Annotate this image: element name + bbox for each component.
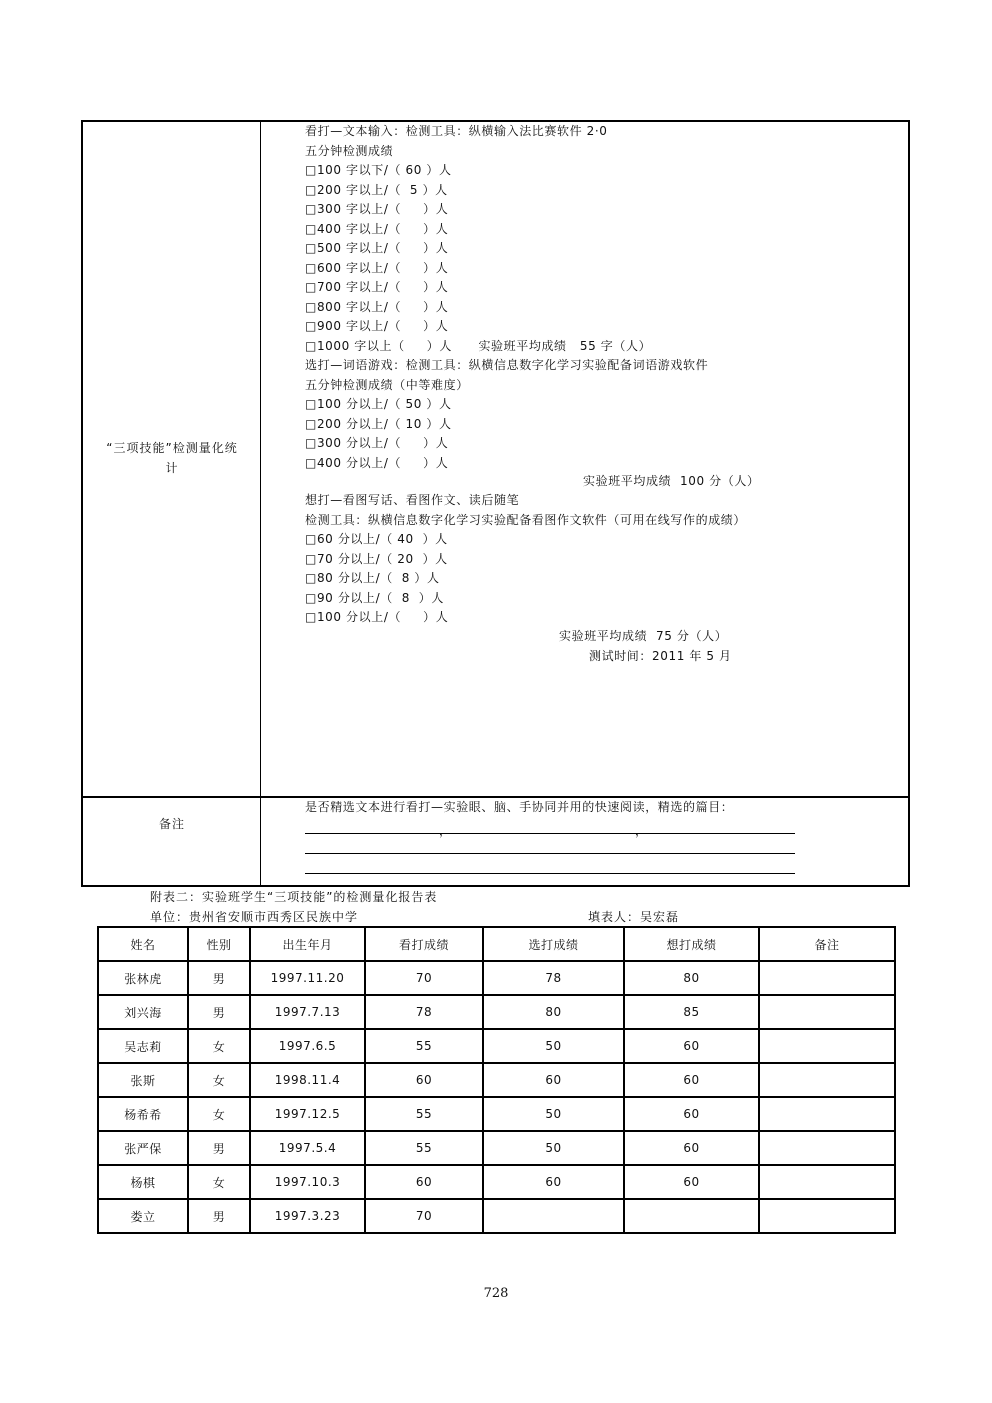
table-cell: 娄立 xyxy=(98,1199,188,1233)
result-line: □400 分以上/（ ）人 xyxy=(305,455,449,470)
results-table xyxy=(97,926,896,1234)
unit-label: 单位：贵州省安顺市西秀区民族中学 xyxy=(150,910,359,924)
table-cell xyxy=(759,1199,895,1233)
table-cell xyxy=(624,1199,759,1233)
table-cell: 55 xyxy=(365,1029,483,1063)
table-cell: 80 xyxy=(483,995,624,1029)
table-cell: 80 xyxy=(624,961,759,995)
test-time: 测试时间：2011 年 5 月 xyxy=(589,649,732,663)
table-cell: 60 xyxy=(624,1165,759,1199)
table-cell: 1997.10.3 xyxy=(250,1165,365,1199)
row-label-stats-line2: 计 xyxy=(165,461,179,475)
skills-form xyxy=(81,120,910,887)
column-header: 出生年月 xyxy=(250,927,365,961)
table-cell: 55 xyxy=(365,1097,483,1131)
table-cell: 张斯 xyxy=(98,1063,188,1097)
blank-line-2 xyxy=(305,853,795,854)
column-divider xyxy=(260,122,261,885)
filler-label: 填表人：吴宏磊 xyxy=(588,910,680,924)
result-line: 五分钟检测成绩（中等难度） xyxy=(305,377,469,392)
table-cell: 女 xyxy=(188,1097,250,1131)
table-cell: 60 xyxy=(365,1063,483,1097)
result-line: □80 分以上/（ 8 ）人 xyxy=(305,571,440,585)
table-cell: 张严保 xyxy=(98,1131,188,1165)
table-cell: 60 xyxy=(624,1029,759,1063)
row-label-stats xyxy=(91,438,253,478)
table-row xyxy=(98,1131,895,1165)
result-line: □1000 字以上（ ）人 实验班平均成绩 55 字（人） xyxy=(305,338,652,353)
table-cell: 男 xyxy=(188,961,250,995)
table-cell: 1997.12.5 xyxy=(250,1097,365,1131)
table-row xyxy=(98,961,895,995)
result-line: □900 字以上/（ ）人 xyxy=(305,319,449,333)
table-row xyxy=(98,1199,895,1233)
column-header: 看打成绩 xyxy=(365,927,483,961)
result-line: 想打—看图写话、看图作文、读后随笔 xyxy=(305,493,520,507)
table-cell: 男 xyxy=(188,1131,250,1165)
blank-line-3 xyxy=(305,873,795,874)
table-cell: 60 xyxy=(624,1131,759,1165)
table-cell: 杨希希 xyxy=(98,1097,188,1131)
column-header: 想打成绩 xyxy=(624,927,759,961)
table-cell xyxy=(759,961,895,995)
table-cell: 50 xyxy=(483,1131,624,1165)
table-cell: 60 xyxy=(624,1063,759,1097)
result-line: □200 分以上/（ 10 ）人 xyxy=(305,416,452,431)
table-cell: 1997.7.13 xyxy=(250,995,365,1029)
blank-line-1 xyxy=(305,833,795,834)
table-cell: 60 xyxy=(624,1097,759,1131)
result-line: □800 字以上/（ ）人 xyxy=(305,299,449,314)
table-cell xyxy=(759,1029,895,1063)
row-label-notes: 备注 xyxy=(158,817,185,831)
table-cell: 男 xyxy=(188,1199,250,1233)
result-line: □100 分以上/（ ）人 xyxy=(305,610,449,624)
row-label-stats-line1: “三项技能”检测量化统 xyxy=(106,441,238,455)
result-line: □90 分以上/（ 8 ）人 xyxy=(305,590,444,605)
table-cell: 78 xyxy=(365,995,483,1029)
table-cell: 70 xyxy=(365,1199,483,1233)
column-header: 选打成绩 xyxy=(483,927,624,961)
table-row xyxy=(98,995,895,1029)
table-row xyxy=(98,1063,895,1097)
table-cell: 55 xyxy=(365,1131,483,1165)
table-cell: 1998.11.4 xyxy=(250,1063,365,1097)
result-line: □700 字以上/（ ）人 xyxy=(305,280,449,294)
result-line: □70 分以上/（ 20 ）人 xyxy=(305,551,448,566)
table-cell: 60 xyxy=(483,1165,624,1199)
table-cell: 50 xyxy=(483,1029,624,1063)
table-cell: 女 xyxy=(188,1029,250,1063)
result-line: 检测工具：纵横信息数字化学习实验配备看图作文软件（可用在线写作的成绩） xyxy=(305,512,747,527)
result-line: □600 字以上/（ ）人 xyxy=(305,260,449,275)
result-line: 五分钟检测成绩 xyxy=(305,143,394,158)
result-line: □200 字以上/（ 5 ）人 xyxy=(305,182,448,197)
result-line: □300 分以上/（ ）人 xyxy=(305,436,449,450)
column-header: 性别 xyxy=(188,927,250,961)
table-caption: 附表二：实验班学生“三项技能”的检测量化报告表 xyxy=(150,890,438,904)
result-line: 看打—文本输入：检测工具：纵横输入法比赛软件 2·0 xyxy=(305,124,608,138)
result-line: □400 字以上/（ ）人 xyxy=(305,221,449,236)
table-cell: 杨棋 xyxy=(98,1165,188,1199)
column-header: 姓名 xyxy=(98,927,188,961)
table-cell: 78 xyxy=(483,961,624,995)
table-header-row xyxy=(98,927,895,961)
table-cell: 60 xyxy=(365,1165,483,1199)
choose-average: 实验班平均成绩 100 分（人） xyxy=(583,474,760,488)
result-line: 选打—词语游戏：检测工具：纵横信息数字化学习实验配备词语游戏软件 xyxy=(305,358,709,372)
table-cell: 1997.5.4 xyxy=(250,1131,365,1165)
table-cell: 男 xyxy=(188,995,250,1029)
table-cell xyxy=(759,1131,895,1165)
table-cell: 吴志莉 xyxy=(98,1029,188,1063)
result-line: □500 字以上/（ ）人 xyxy=(305,241,449,255)
table-cell: 70 xyxy=(365,961,483,995)
table-cell: 60 xyxy=(483,1063,624,1097)
table-cell: 张林虎 xyxy=(98,961,188,995)
table-cell: 1997.3.23 xyxy=(250,1199,365,1233)
result-line: □60 分以上/（ 40 ）人 xyxy=(305,532,448,546)
table-cell: 1997.11.20 xyxy=(250,961,365,995)
table-body xyxy=(98,961,895,1233)
table-cell: 女 xyxy=(188,1165,250,1199)
table-cell xyxy=(483,1199,624,1233)
table-cell: 50 xyxy=(483,1097,624,1131)
row-divider xyxy=(83,796,908,798)
table-cell xyxy=(759,1097,895,1131)
table-row xyxy=(98,1097,895,1131)
table-cell xyxy=(759,995,895,1029)
result-line: □100 分以上/（ 50 ）人 xyxy=(305,397,452,411)
table-cell: 1997.6.5 xyxy=(250,1029,365,1063)
blank-comma-2: ， xyxy=(635,824,648,838)
notes-question: 是否精选文本进行看打—实验眼、脑、手协同并用的快速阅读，精选的篇目： xyxy=(305,800,734,814)
table-cell: 女 xyxy=(188,1063,250,1097)
table-cell xyxy=(759,1165,895,1199)
table-row xyxy=(98,1029,895,1063)
blank-comma-1: ， xyxy=(439,824,452,838)
table-row xyxy=(98,1165,895,1199)
think-average: 实验班平均成绩 75 分（人） xyxy=(559,629,728,643)
result-line: □100 字以下/（ 60 ）人 xyxy=(305,163,452,177)
page-number: 728 xyxy=(483,1286,509,1301)
table-cell: 刘兴海 xyxy=(98,995,188,1029)
table-cell xyxy=(759,1063,895,1097)
result-line: □300 字以上/（ ）人 xyxy=(305,202,449,216)
table-cell: 85 xyxy=(624,995,759,1029)
column-header: 备注 xyxy=(759,927,895,961)
